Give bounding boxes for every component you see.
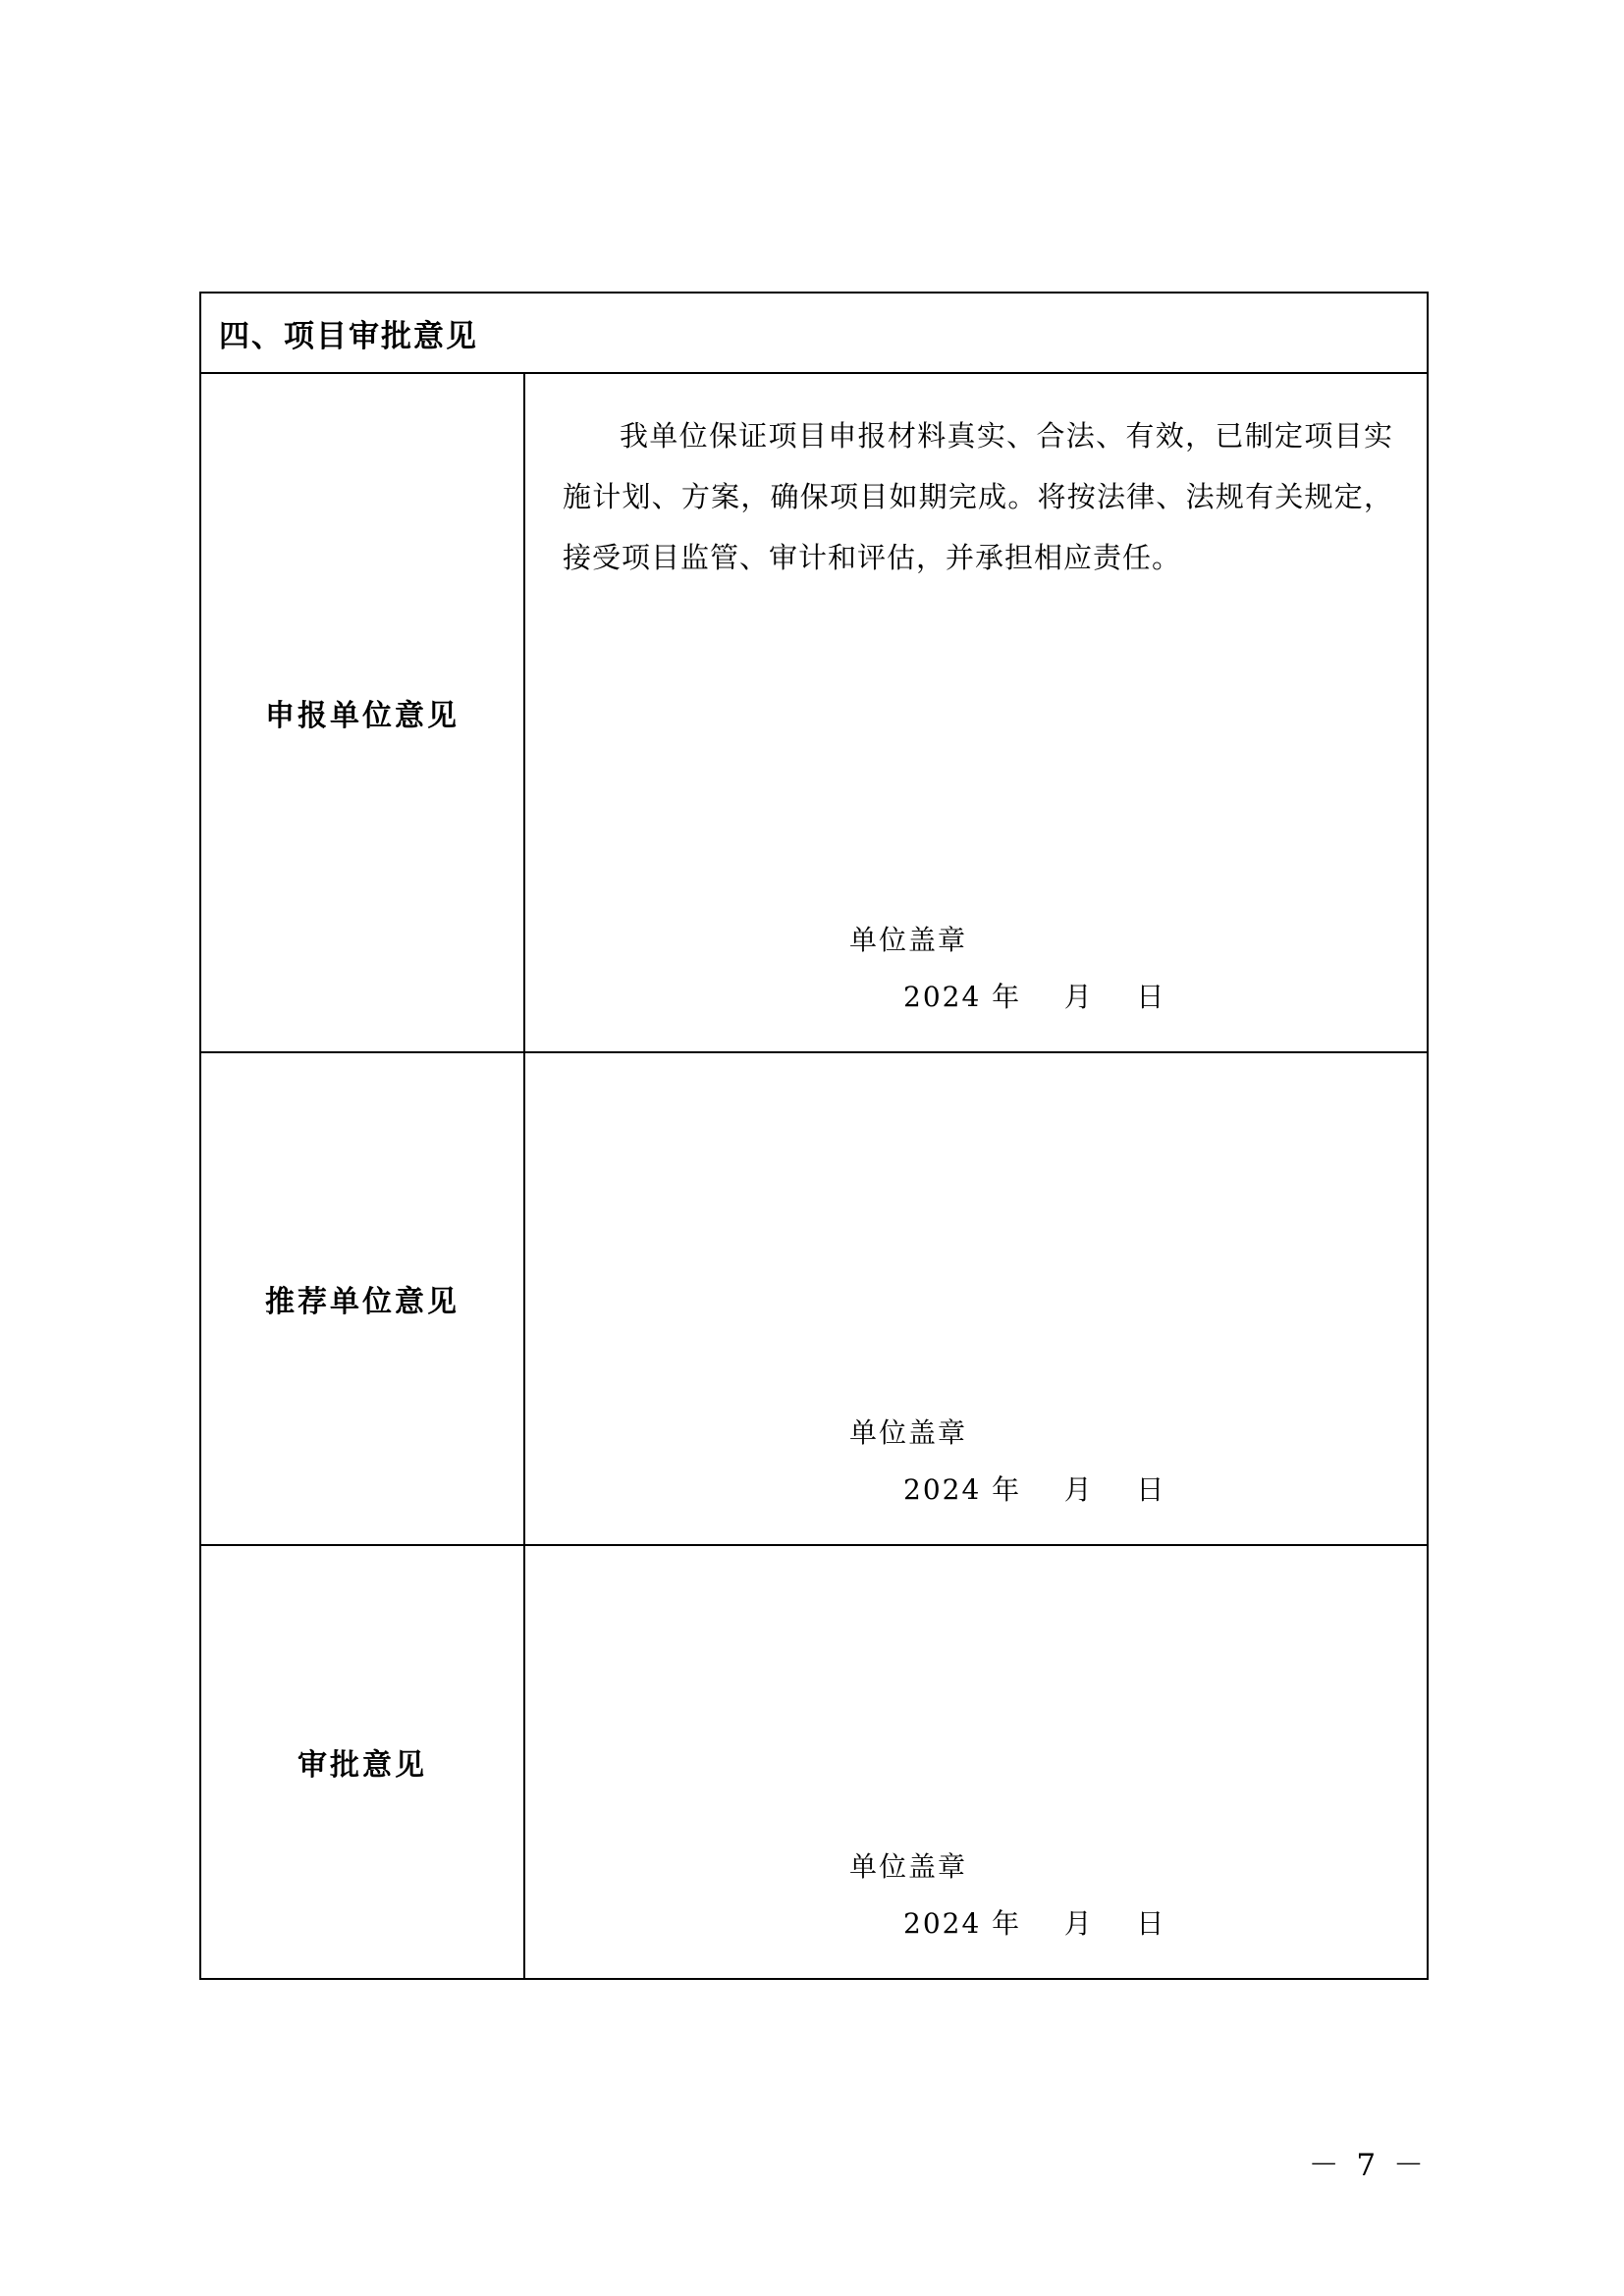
- opinion-body-text: 我单位保证项目申报材料真实、合法、有效，已制定项目实施计划、方案，确保项目如期完成。将按法律、法规有关规定，接受项目监管、审计和评估，并承担相应责任。: [563, 419, 1393, 574]
- table-row-section-heading: [200, 293, 1428, 373]
- seal-label: 单位盖章: [849, 1416, 968, 1449]
- row-label-applicant-opinion: [200, 373, 524, 1052]
- opinion-body-text: [525, 1546, 1427, 1577]
- table-row: [200, 1052, 1428, 1545]
- seal-label: 单位盖章: [849, 924, 968, 956]
- row-label-text: 推荐单位意见: [265, 1285, 460, 1319]
- row-label-approval-opinion: [200, 1545, 524, 1979]
- table-row: [200, 373, 1428, 1052]
- row-content-applicant-opinion[interactable]: [524, 373, 1428, 1052]
- signature-block: [525, 912, 1427, 1026]
- page-title: 四、项目审批意见: [219, 318, 478, 354]
- approval-opinions-table: [199, 292, 1429, 1980]
- table-row: [200, 1545, 1428, 1979]
- row-content-recommending-unit-opinion[interactable]: [524, 1052, 1428, 1545]
- date-label: 2024 年 月 日: [903, 1907, 1166, 1940]
- signature-block: [525, 1839, 1427, 1952]
- page-number: － 7 －: [1308, 2148, 1428, 2183]
- row-label-text: 审批意见: [298, 1748, 427, 1783]
- opinion-body-text: [525, 1053, 1427, 1085]
- seal-label: 单位盖章: [849, 1850, 968, 1883]
- row-content-approval-opinion[interactable]: [524, 1545, 1428, 1979]
- date-label: 2024 年 月 日: [903, 981, 1166, 1013]
- signature-block: [525, 1405, 1427, 1519]
- row-label-text: 申报单位意见: [265, 699, 460, 733]
- date-label: 2024 年 月 日: [903, 1473, 1166, 1506]
- row-label-recommending-unit-opinion: [200, 1052, 524, 1545]
- section-heading-cell: [200, 293, 1428, 373]
